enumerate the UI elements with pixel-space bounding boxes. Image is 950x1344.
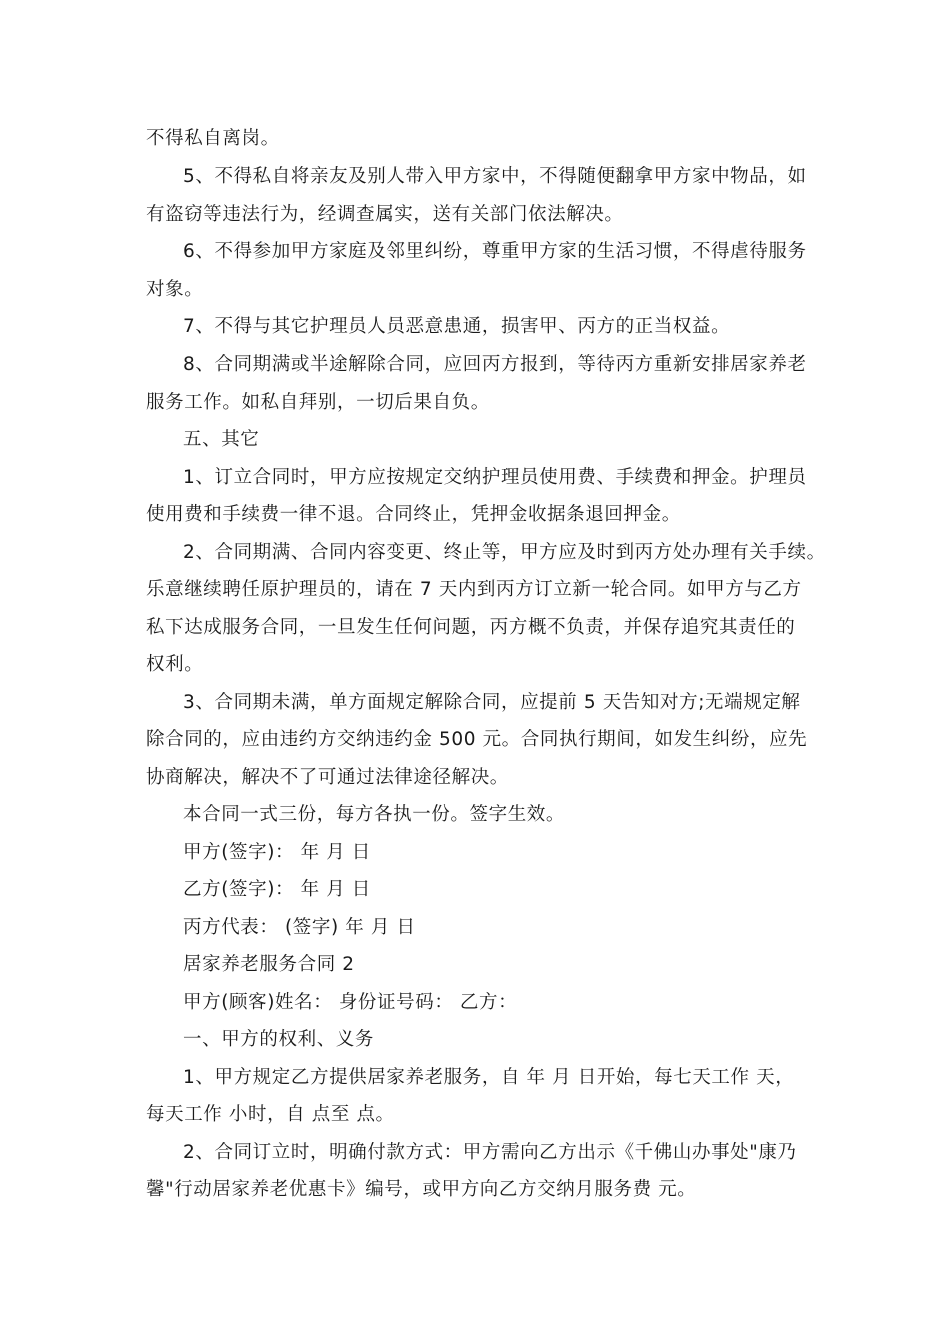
contract-2-title: 居家养老服务合同 2 xyxy=(183,954,355,975)
other-2-line-1: 2、合同期满、合同内容变更、终止等，甲方应及时到丙方处办理有关手续。 xyxy=(183,542,826,563)
clause-8-line-2: 服务工作。如私自拜别，一切后果自负。 xyxy=(146,392,490,413)
party-a-signature: 甲方(签字)： 年 月 日 xyxy=(183,842,371,863)
clause-7-line: 7、不得与其它护理员人员恶意患通，损害甲、丙方的正当权益。 xyxy=(183,316,731,337)
other-2-line-4: 权利。 xyxy=(146,654,204,675)
copies-note: 本合同一式三份，每方各执一份。签字生效。 xyxy=(183,804,566,825)
other-3-line-3: 协商解决，解决不了可通过法律途径解决。 xyxy=(146,767,509,788)
section-heading-party-a-rights: 一、甲方的权利、义务 xyxy=(183,1029,375,1050)
other-2-line-3: 私下达成服务合同，一旦发生任何问题，丙方概不负责，并保存追究其责任的 xyxy=(146,617,796,638)
section-heading-other: 五、其它 xyxy=(183,429,260,450)
other-1-line-2: 使用费和手续费一律不退。合同终止，凭押金收据条退回押金。 xyxy=(146,504,681,525)
rights-1-line-1: 1、甲方规定乙方提供居家养老服务，自 年 月 日开始，每七天工作 天， xyxy=(183,1067,795,1088)
other-2-line-2: 乐意继续聘任原护理员的，请在 7 天内到丙方订立新一轮合同。如甲方与乙方 xyxy=(146,579,802,600)
party-info-line: 甲方(顾客)姓名： 身份证号码： 乙方： xyxy=(183,992,518,1013)
clause-6-line-1: 6、不得参加甲方家庭及邻里纠纷，尊重甲方家的生活习惯，不得虐待服务 xyxy=(183,241,807,262)
clause-8-line-1: 8、合同期满或半途解除合同，应回丙方报到，等待丙方重新安排居家养老 xyxy=(183,354,807,375)
clause-5-line-2: 有盗窃等违法行为，经调查属实，送有关部门依法解决。 xyxy=(146,204,624,225)
text-line: 不得私自离岗。 xyxy=(146,128,280,149)
rights-2-line-1: 2、合同订立时，明确付款方式：甲方需向乙方出示《千佛山办事处"康乃 xyxy=(183,1142,797,1163)
rights-1-line-2: 每天工作 小时，自 点至 点。 xyxy=(146,1104,395,1125)
rights-2-line-2: 馨"行动居家养老优惠卡》编号，或甲方向乙方交纳月服务费 元。 xyxy=(146,1179,697,1200)
party-c-signature: 丙方代表： (签字) 年 月 日 xyxy=(183,917,416,938)
other-3-line-1: 3、合同期未满，单方面规定解除合同，应提前 5 天告知对方;无端规定解 xyxy=(183,692,801,713)
clause-5-line-1: 5、不得私自将亲友及别人带入甲方家中，不得随便翻拿甲方家中物品，如 xyxy=(183,166,807,187)
other-3-line-2: 除合同的，应由违约方交纳违约金 500 元。合同执行期间，如发生纠纷，应先 xyxy=(146,729,808,750)
other-1-line-1: 1、订立合同时，甲方应按规定交纳护理员使用费、手续费和押金。护理员 xyxy=(183,467,807,488)
clause-6-line-2: 对象。 xyxy=(146,279,204,300)
party-b-signature: 乙方(签字)： 年 月 日 xyxy=(183,879,371,900)
